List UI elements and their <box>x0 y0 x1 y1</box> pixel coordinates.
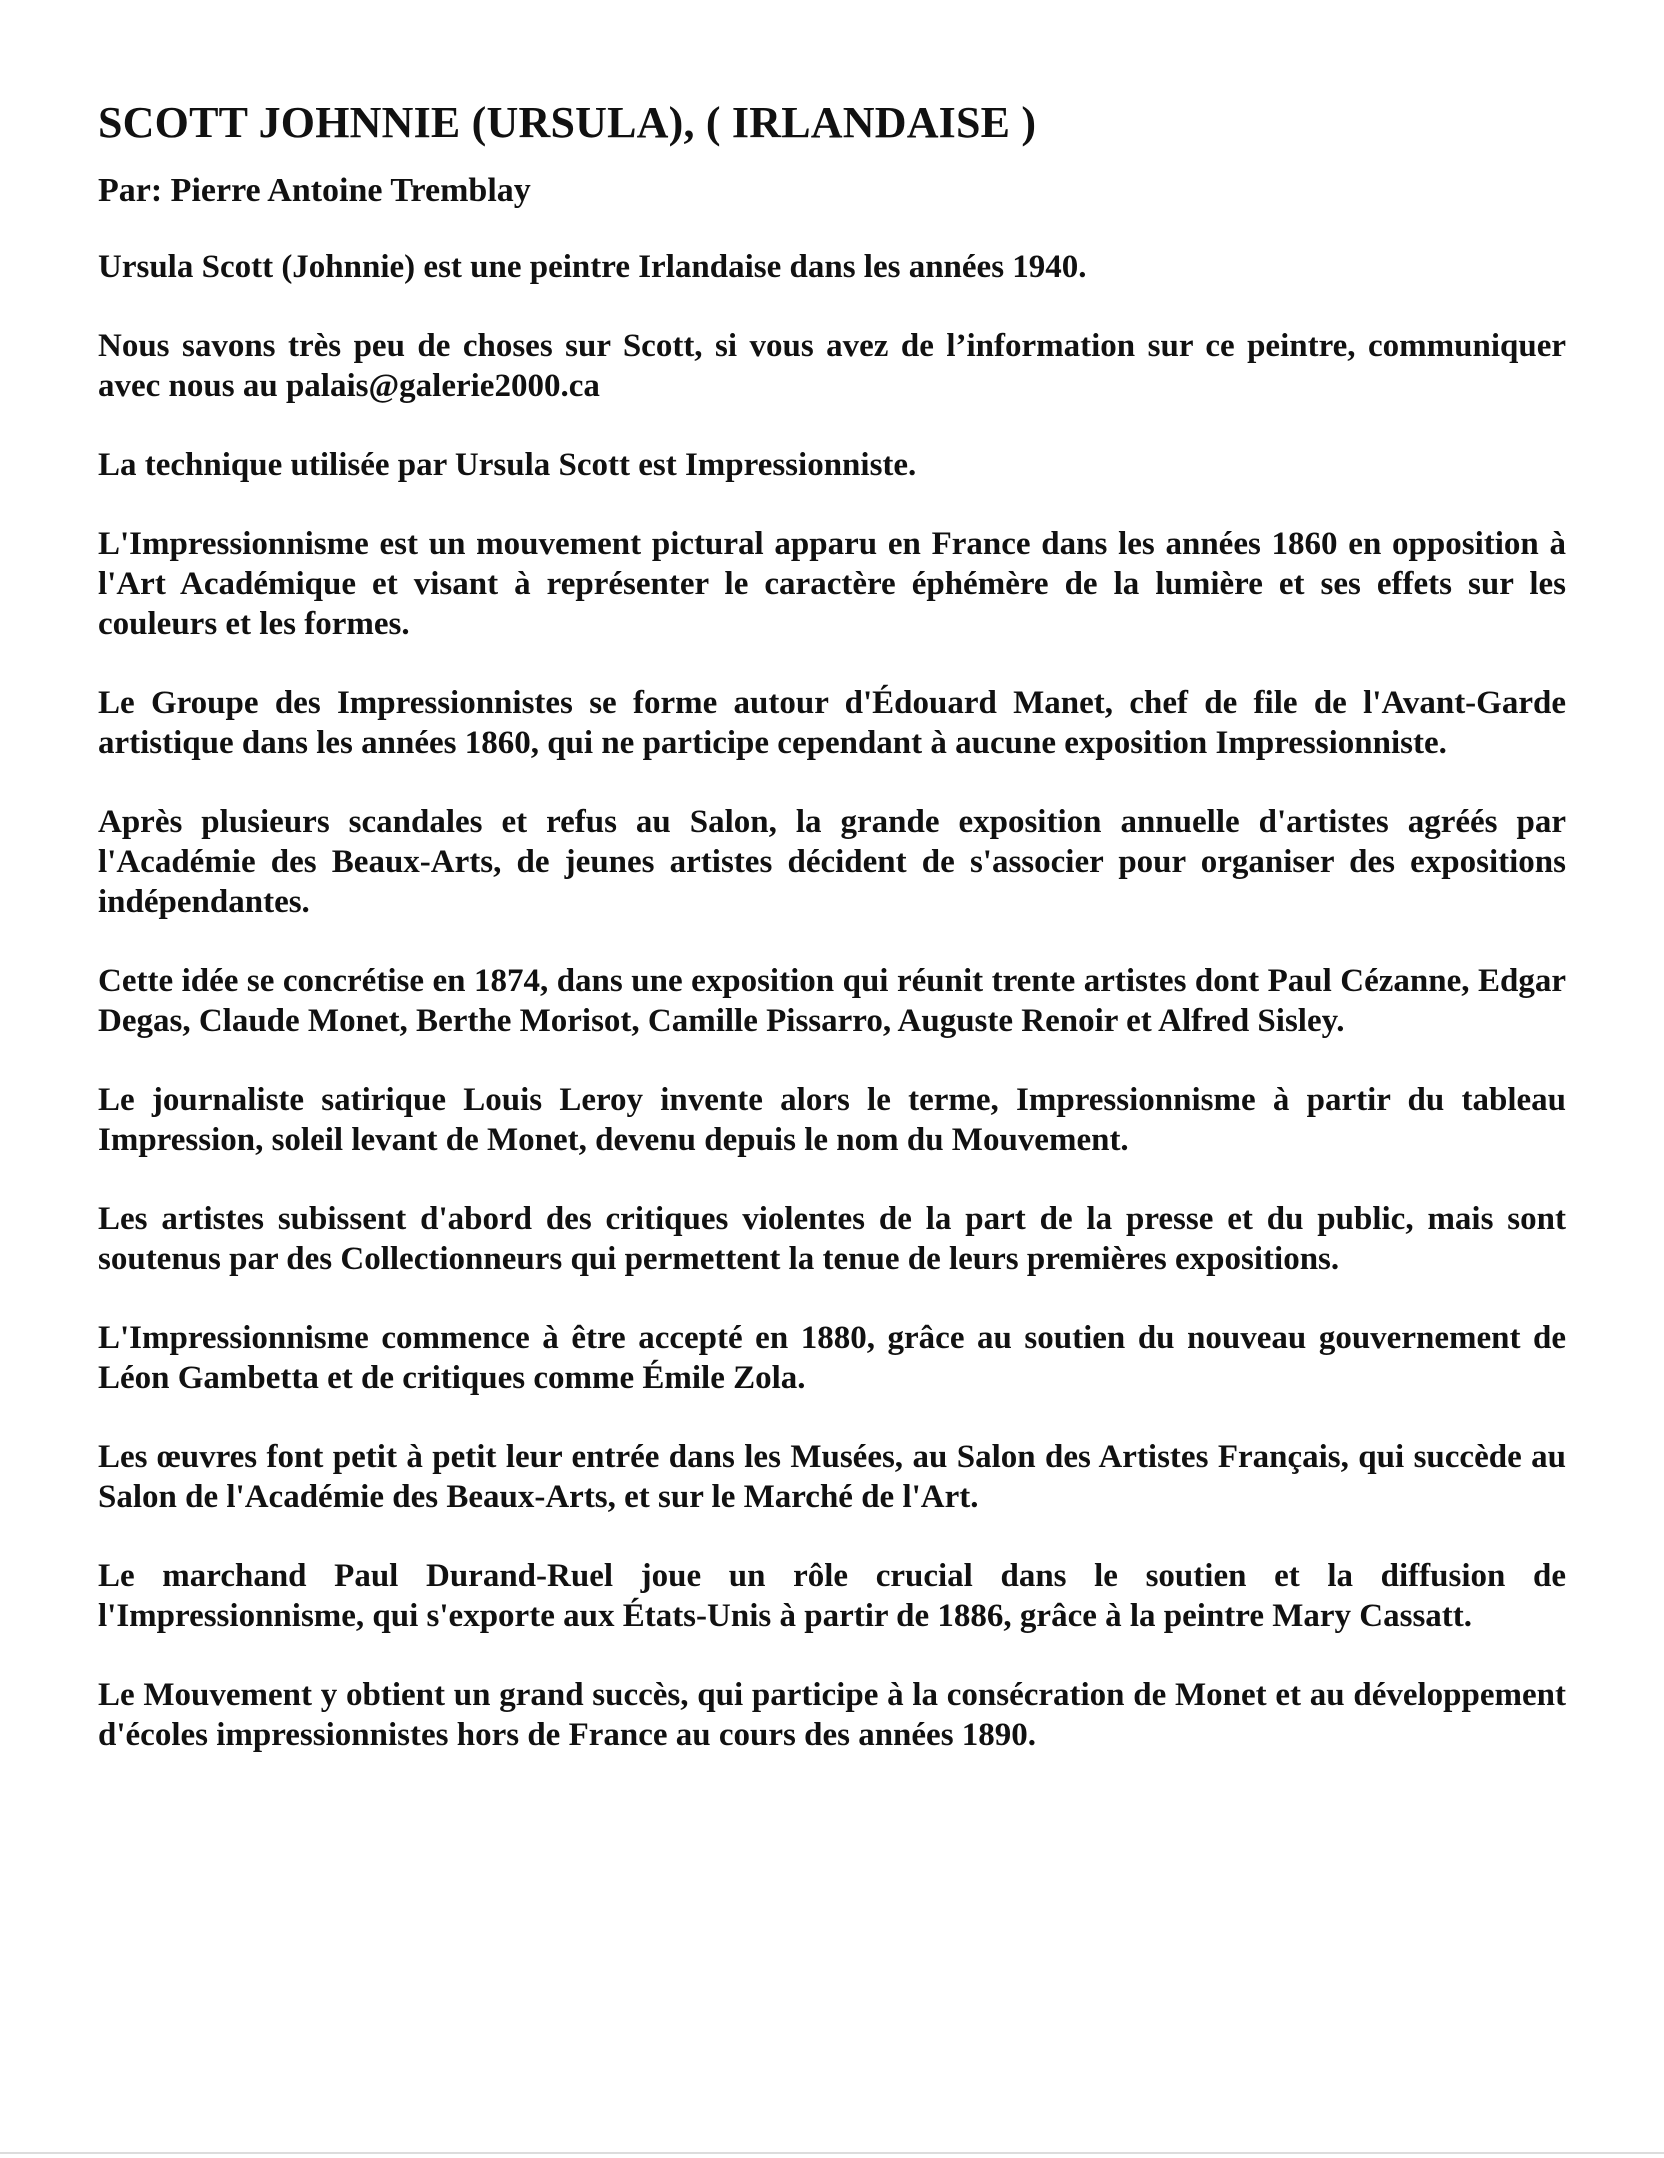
paragraph-acceptance-1880: L'Impressionnisme commence à être accepté en 1880, grâce au soutien du nouveau gouvernement de Léon Gambetta et de critiques comme Émile Zola. <box>98 1320 1566 1397</box>
paragraph-salon-scandals: Après plusieurs scandales et refus au Salon, la grande exposition annuelle d'artistes agréés par l'Académie des Beaux-Arts, de jeunes artistes décident de s'associer pour organiser des expositions indépendantes. <box>98 804 1566 921</box>
paragraph-contact: Nous savons très peu de choses sur Scott, si vous avez de l’information sur ce peintre, communiquer avec nous au palais@galerie2000.ca <box>98 328 1566 405</box>
document-title: SCOTT JOHNNIE (URSULA), ( IRLANDAISE ) <box>98 98 1037 147</box>
paragraph-critics-collectors: Les artistes subissent d'abord des critiques violentes de la part de la presse et du public, mais sont soutenus par des Collectionneurs qui permettent la tenue de leurs premières expositions. <box>98 1201 1566 1278</box>
paragraph-impressionism-definition: L'Impressionnisme est un mouvement pictural apparu en France dans les années 1860 en opposition à l'Art Académique et visant à représenter le caractère éphémère de la lumière et ses effets sur les couleurs et les formes. <box>98 526 1566 643</box>
document-page <box>98 98 1566 1755</box>
author-line: Par: Pierre Antoine Tremblay <box>98 171 531 209</box>
paragraph-technique: La technique utilisée par Ursula Scott est Impressionniste. <box>98 447 917 484</box>
paragraph-1874-exhibition: Cette idée se concrétise en 1874, dans une exposition qui réunit trente artistes dont Paul Cézanne, Edgar Degas, Claude Monet, Berthe Morisot, Camille Pissarro, Auguste Renoir et Alfred Sisley. <box>98 963 1566 1040</box>
paragraph-museums-salon: Les œuvres font petit à petit leur entrée dans les Musées, au Salon des Artistes Français, qui succède au Salon de l'Académie des Beaux-Arts, et sur le Marché de l'Art. <box>98 1439 1566 1516</box>
paragraph-movement-success: Le Mouvement y obtient un grand succès, qui participe à la consécration de Monet et au développement d'écoles impressionnistes hors de France au cours des années 1890. <box>98 1677 1566 1754</box>
paragraph-intro: Ursula Scott (Johnnie) est une peintre Irlandaise dans les années 1940. <box>98 249 1087 286</box>
page-bottom-edge <box>0 2152 1664 2154</box>
paragraph-group-manet: Le Groupe des Impressionnistes se forme autour d'Édouard Manet, chef de file de l'Avant-Garde artistique dans les années 1860, qui ne participe cependant à aucune exposition Impressionniste. <box>98 685 1566 762</box>
paragraph-leroy-term: Le journaliste satirique Louis Leroy invente alors le terme, Impressionnisme à partir du tableau Impression, soleil levant de Monet, devenu depuis le nom du Mouvement. <box>98 1082 1566 1159</box>
paragraph-durand-ruel: Le marchand Paul Durand-Ruel joue un rôle crucial dans le soutien et la diffusion de l'Impressionnisme, qui s'exporte aux États-Unis à partir de 1886, grâce à la peintre Mary Cassatt. <box>98 1558 1566 1635</box>
